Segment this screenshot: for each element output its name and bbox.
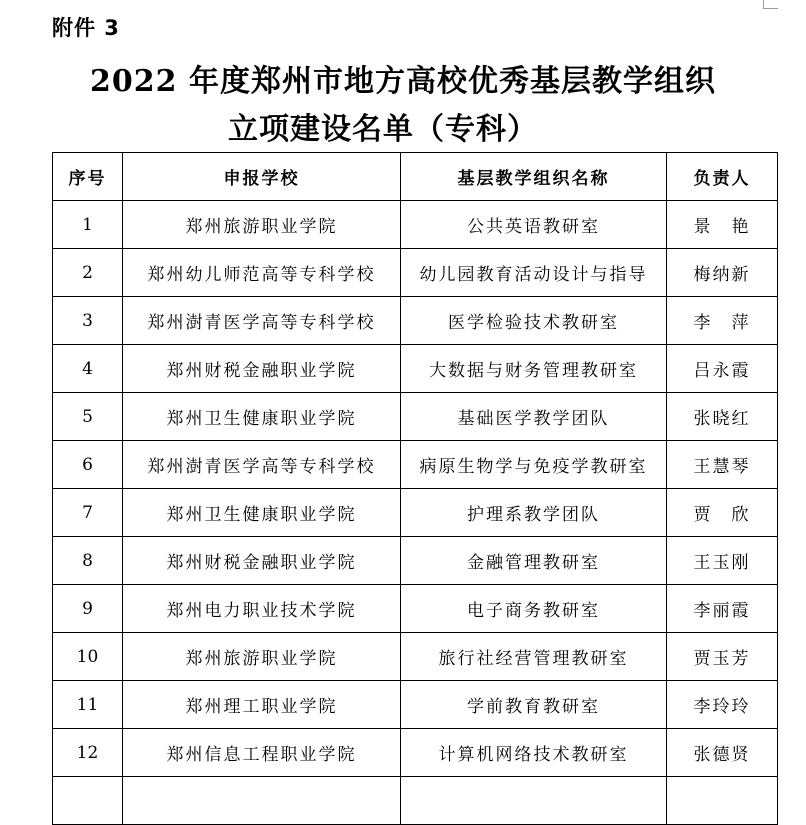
cell-school: 郑州财税金融职业学院 — [123, 345, 401, 393]
cell-index: 4 — [53, 345, 123, 393]
page-corner-mark — [763, 0, 778, 9]
cell-empty — [123, 777, 401, 825]
cell-school: 郑州幼儿师范高等专科学校 — [123, 249, 401, 297]
cell-school: 郑州卫生健康职业学院 — [123, 393, 401, 441]
cell-school: 郑州旅游职业学院 — [123, 201, 401, 249]
cell-organization: 旅行社经营管理教研室 — [401, 633, 667, 681]
cell-school: 郑州卫生健康职业学院 — [123, 489, 401, 537]
table-header-row — [53, 153, 778, 201]
cell-index: 8 — [53, 537, 123, 585]
cell-index: 11 — [53, 681, 123, 729]
cell-school: 郑州澍青医学高等专科学校 — [123, 297, 401, 345]
table-row — [53, 393, 778, 441]
cell-leader: 王慧琴 — [667, 441, 778, 489]
cell-organization: 基础医学教学团队 — [401, 393, 667, 441]
table-row-partial — [53, 777, 778, 825]
cell-organization: 学前教育教研室 — [401, 681, 667, 729]
table-row — [53, 297, 778, 345]
header-school: 申报学校 — [123, 153, 401, 201]
cell-empty — [53, 777, 123, 825]
cell-leader: 张晓红 — [667, 393, 778, 441]
cell-index: 3 — [53, 297, 123, 345]
cell-leader: 贾 欣 — [667, 489, 778, 537]
cell-school: 郑州理工职业学院 — [123, 681, 401, 729]
cell-leader: 李丽霞 — [667, 585, 778, 633]
cell-organization: 大数据与财务管理教研室 — [401, 345, 667, 393]
document-title-line1: 2022 年度郑州市地方高校优秀基层教学组织 — [90, 64, 716, 99]
cell-index: 7 — [53, 489, 123, 537]
cell-organization: 公共英语教研室 — [401, 201, 667, 249]
cell-index: 6 — [53, 441, 123, 489]
cell-school: 郑州信息工程职业学院 — [123, 729, 401, 777]
table-row — [53, 585, 778, 633]
cell-empty — [667, 777, 778, 825]
cell-leader: 王玉刚 — [667, 537, 778, 585]
cell-leader: 梅纳新 — [667, 249, 778, 297]
cell-index: 1 — [53, 201, 123, 249]
cell-organization: 护理系教学团队 — [401, 489, 667, 537]
table-row — [53, 633, 778, 681]
cell-organization: 医学检验技术教研室 — [401, 297, 667, 345]
cell-leader: 李玲玲 — [667, 681, 778, 729]
award-list-table — [52, 152, 778, 825]
table-row — [53, 681, 778, 729]
cell-leader: 吕永霞 — [667, 345, 778, 393]
cell-school: 郑州财税金融职业学院 — [123, 537, 401, 585]
table-row — [53, 249, 778, 297]
header-leader: 负责人 — [667, 153, 778, 201]
table-row — [53, 729, 778, 777]
cell-index: 5 — [53, 393, 123, 441]
cell-index: 10 — [53, 633, 123, 681]
cell-index: 9 — [53, 585, 123, 633]
cell-leader: 张德贤 — [667, 729, 778, 777]
cell-school: 郑州旅游职业学院 — [123, 633, 401, 681]
table-row — [53, 441, 778, 489]
cell-empty — [401, 777, 667, 825]
cell-index: 12 — [53, 729, 123, 777]
header-organization: 基层教学组织名称 — [401, 153, 667, 201]
cell-leader: 李 萍 — [667, 297, 778, 345]
cell-organization: 幼儿园教育活动设计与指导 — [401, 249, 667, 297]
table-row — [53, 537, 778, 585]
cell-leader: 景 艳 — [667, 201, 778, 249]
cell-organization: 金融管理教研室 — [401, 537, 667, 585]
cell-organization: 计算机网络技术教研室 — [401, 729, 667, 777]
table-row — [53, 345, 778, 393]
header-index: 序号 — [53, 153, 123, 201]
table-row — [53, 489, 778, 537]
cell-index: 2 — [53, 249, 123, 297]
document-title-line2: 立项建设名单（专科） — [228, 112, 538, 147]
table-row — [53, 201, 778, 249]
cell-organization: 电子商务教研室 — [401, 585, 667, 633]
cell-school: 郑州电力职业技术学院 — [123, 585, 401, 633]
cell-school: 郑州澍青医学高等专科学校 — [123, 441, 401, 489]
cell-organization: 病原生物学与免疫学教研室 — [401, 441, 667, 489]
cell-leader: 贾玉芳 — [667, 633, 778, 681]
attachment-label: 附件 3 — [52, 16, 120, 40]
